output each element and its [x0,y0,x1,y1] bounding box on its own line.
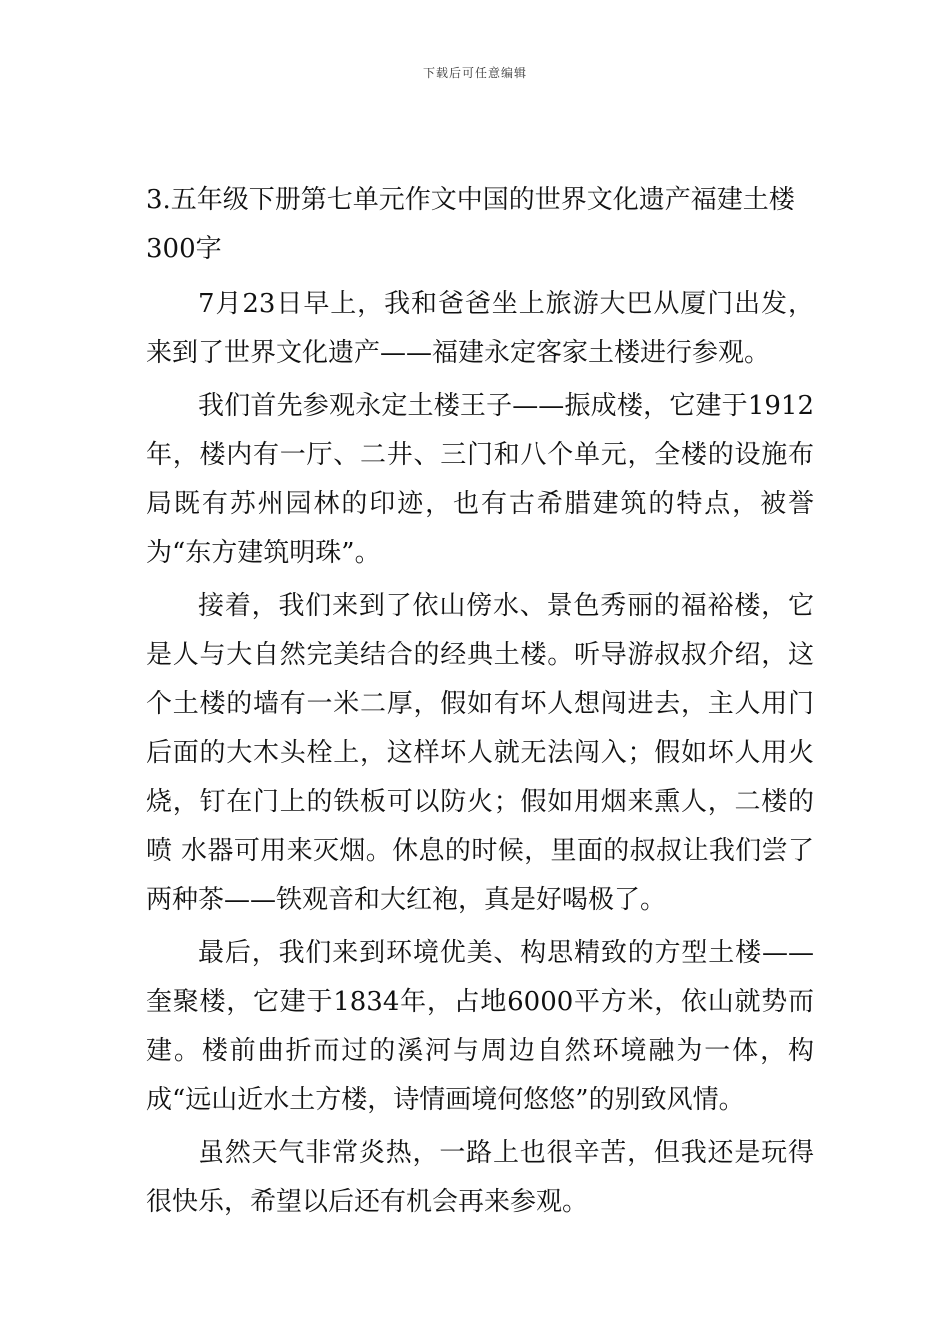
paragraph-2: 我们首先参观永定土楼王子——振成楼，它建于1912年，楼内有一厅、二井、三门和八个单元，全楼的设施布局既有苏州园林的印迹，也有古希腊建筑的特点，被誉为“东方建筑明珠”。 [146,391,814,568]
document-body [146,176,814,1231]
paragraph-4: 最后，我们来到环境优美、构思精致的方型土楼——奎聚楼，它建于1834年，占地6000平方米，依山就势而建。楼前曲折而过的溪河与周边自然环境融为一体，构成“远山近水土方楼，诗情画境何悠悠”的别致风情。 [146,938,814,1115]
document-title: 3.五年级下册第七单元作文中国的世界文化遗产福建土楼300字 [146,185,795,264]
paragraph-1: 7月23日早上，我和爸爸坐上旅游大巴从厦门出发，来到了世界文化遗产——福建永定客家土楼进行参观。 [146,289,814,368]
paragraph-3: 接着，我们来到了依山傍水、景色秀丽的福裕楼，它是人与大自然完美结合的经典土楼。听导游叔叔介绍，这个土楼的墙有一米二厚，假如有坏人想闯进去，主人用门后面的大木头栓上，这样坏人就无法闯入；假如坏人用火烧，钉在门上的铁板可以防火；假如用烟来熏人，二楼的喷 水器可用来灭烟。休息的时候，里面的叔叔让我们尝了两种茶——铁观音和大红袍，真是好喝极了。 [146,591,814,915]
paragraph-5: 虽然天气非常炎热，一路上也很辛苦，但我还是玩得很快乐，希望以后还有机会再来参观。 [146,1138,814,1217]
page-header-note: 下载后可任意编辑 [422,66,527,80]
